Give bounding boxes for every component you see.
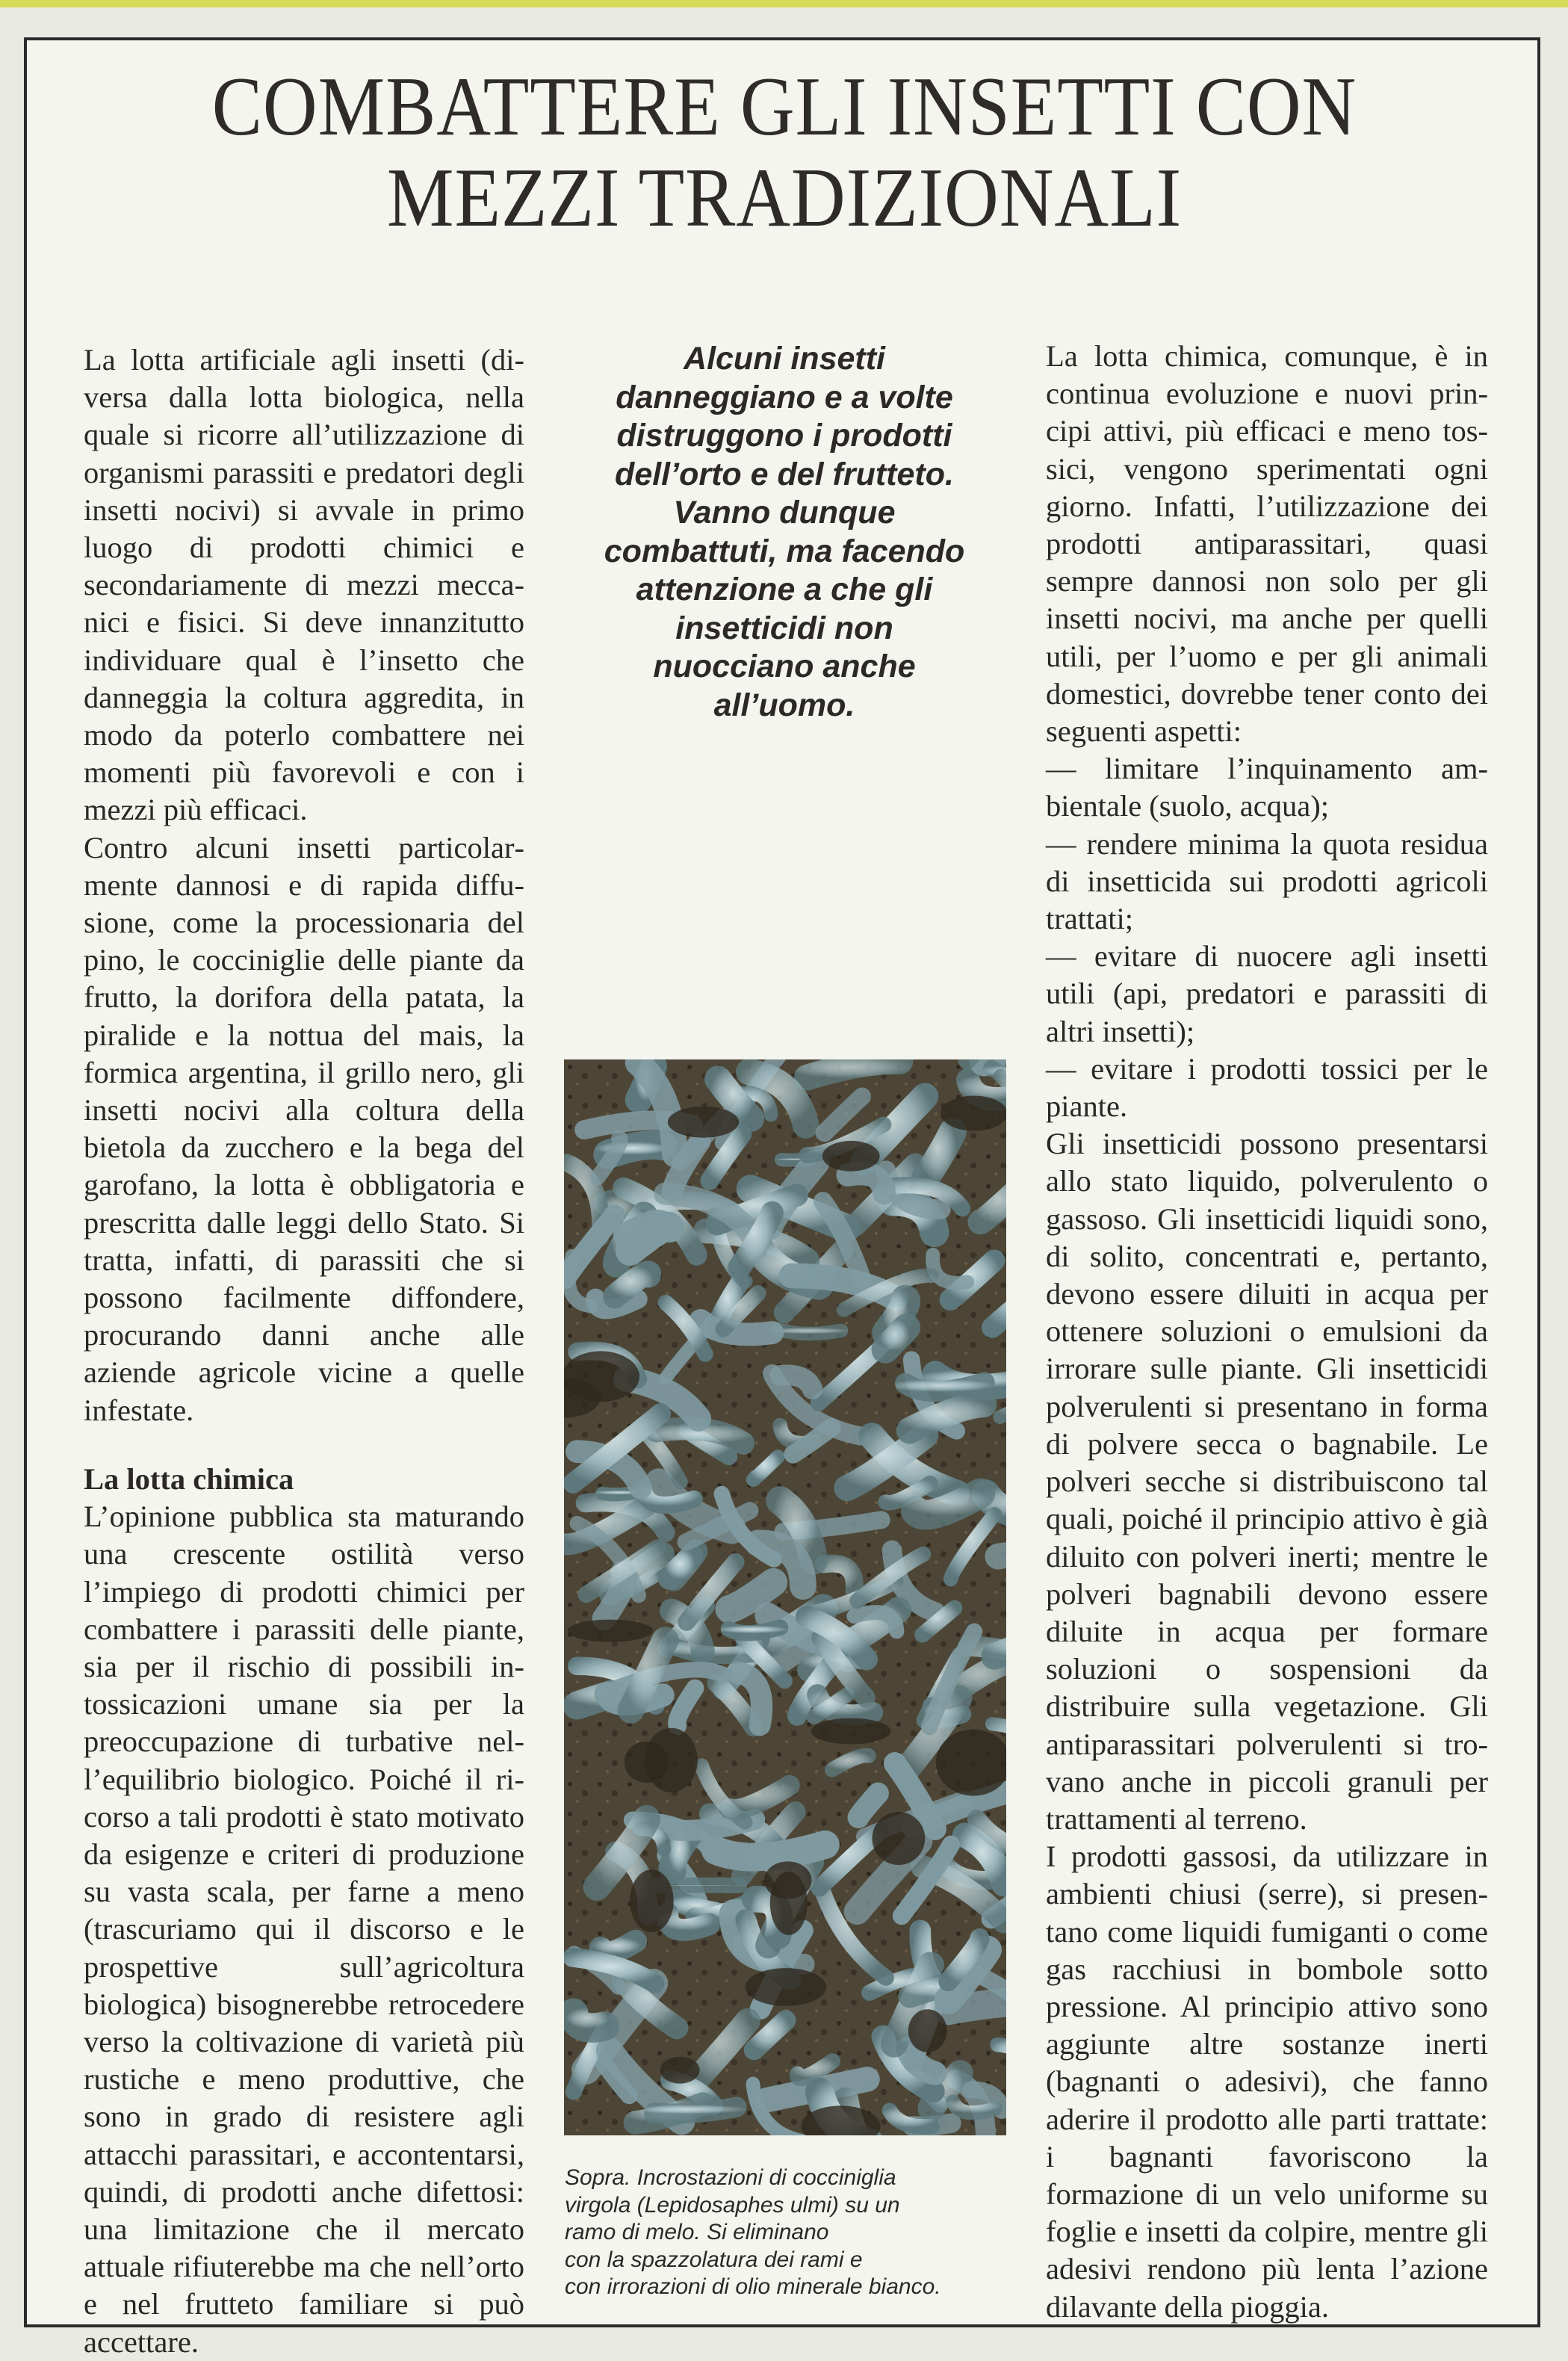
scale-shell <box>626 1222 665 1236</box>
scale-shell <box>669 1556 692 1578</box>
bark-gap <box>630 1869 674 1932</box>
text-column-right <box>1046 338 1488 2326</box>
lede-line: combattuti, ma facendo <box>604 533 965 569</box>
bark-gap <box>908 2009 947 2052</box>
list-item-residue: — rendere minima la quota residua di insetticida sui prodotti agricoli trattati; <box>1046 826 1488 936</box>
photo-caption <box>565 2164 1013 2301</box>
scale-shell <box>885 1328 907 1350</box>
text-column-left <box>84 341 524 2361</box>
scale-shell <box>716 1845 825 1857</box>
photo-illustration <box>564 1059 1006 2135</box>
bark-gap <box>764 1861 812 1899</box>
lede-line: Alcuni insetti <box>684 341 885 377</box>
article-lede <box>564 340 1005 725</box>
paragraph-evolution: La lotta chimica, comunque, è in continua evoluzione e nuovi principi attivi, più efficaci e meno tossici, vengono sperimentati ogni giorno. Infatti, l’utilizzazione dei prodotti antiparassitari, quasi sempre dannosi non solo per gli insetti nocivi, ma anche per quelli utili, per l’uomo e per gli animali domestici, dovrebbe tener conto dei seguenti aspetti: <box>1046 339 1488 749</box>
lede-line: distruggono i prodotti <box>616 418 952 454</box>
caption-line: ramo di melo. Si eliminano <box>565 2220 829 2244</box>
list-item-useful-insects: — evitare di nuocere agli insetti utili (api, predatori e parassiti di altri insetti); <box>1046 939 1488 1048</box>
bark-gap <box>941 1096 1006 1131</box>
lede-line: insetticidi non <box>675 610 893 646</box>
bark-gap <box>873 1812 926 1865</box>
paragraph-insecticide-forms: Gli insetticidi possono presentarsi allo stato liquido, polverulento o gassoso. Gli insetticidi liquidi sono, di solito, concentrati e, pertanto, devono essere diluiti in acqua per ottenere soluzioni o emulsioni da irrorare sulle piante. Gli insetticidi polverulenti si presentano in forma di polvere secca o bagnabile. Le polveri secche si distribuiscono tal quali, poiché il principio attivo è già diluito con polveri inerti; mentre le polveri bagnabili devono essere diluite in acqua per formare soluzioni o sospensioni da distribuire sulla vegetazione. Gli antiparassitari polverulenti si trovano anche in piccoli granuli per trattamenti al terreno. <box>1046 1127 1488 1836</box>
scale-shell <box>574 2013 605 2028</box>
lede-line: attenzione a che gli <box>636 572 933 607</box>
paragraph-public-opinion: L’opinione pubblica sta maturando una crescente ostilità verso l’impiego di prodotti chimici per combattere i parassiti delle piante, sia per il rischio di possibili intossicazioni umane sia per la preoccupazione di turbative nell’equilibrio biologico. Poiché il ricorso a tali prodotti è stato motivato da esigenze e criteri di produzione su vasta scala, per farne a meno (trascuriamo qui il discorso e le prospettive sull’agricoltura biologica) bisognerebbe retrocedere verso la coltivazione di varietà più rustiche e meno produttive, che sono in grado di resistere agli attacchi parassitari, e accontentarsi, quindi, di prodotti anche difettosi: una limitazione che il mercato attuale rifiuterebbe ma che nell’orto e nel frutteto familiare si può accettare. <box>84 1500 524 2359</box>
lede-line: all’uomo. <box>713 687 855 723</box>
scale-shell <box>905 1382 985 1391</box>
lede-line: Vanno dunque <box>673 495 896 530</box>
scale-shell <box>728 1627 780 1633</box>
title-line-2: MEZZI TRADIZIONALI <box>386 152 1183 244</box>
bark-gap <box>822 1141 880 1172</box>
bark-gap <box>811 1718 891 1745</box>
top-color-band <box>0 0 1568 7</box>
lede-line: danneggiano e a volte <box>616 379 953 415</box>
scale-shell <box>949 2001 1007 2011</box>
bark-gap <box>668 1107 739 1138</box>
scale-shell <box>778 1329 841 1334</box>
caption-line: con la spazzolatura dei rami e <box>565 2247 863 2272</box>
paragraph-intro: La lotta artificiale agli insetti (diversa dalla lotta biologica, nella quale si ricorre all’utilizzazione di organismi parassiti e predatori degli insetti nocivi) si avvale in primo luogo di prodotti chimici e secondariamente di mezzi meccanici e fisici. Si deve innanzitutto individuare qual è l’insetto che danneggia la coltura aggredita, in modo da poterlo combattere nei momenti più favorevoli e con i mezzi più efficaci. <box>84 343 524 827</box>
paragraph-gaseous-products: I prodotti gassosi, da utilizzare in ambienti chiusi (serre), si presentano come liquidi fumiganti o come gas racchiusi in bombole sotto pressione. Al principio attivo sono aggiunte altre sostanze inerti (bagnanti o adesivi), che fanno aderire il prodotto alle parti trattate: i bagnanti favoriscono la formazione di un velo uniforme su foglie e insetti da colpire, mentre gli adesivi rendono più lenta l’azione dilavante della pioggia. <box>1046 1839 1488 2324</box>
bark-gap <box>568 1620 654 1642</box>
caption-line: Sopra. Incrostazioni di cocciniglia <box>565 2165 896 2190</box>
section-heading-chemical: La lotta chimica <box>84 1461 294 1496</box>
bark-gap <box>564 1351 639 1402</box>
scale-shell <box>601 1941 636 1954</box>
list-item-pollution: — limitare l’inquinamento ambientale (suolo, acqua); <box>1046 752 1488 823</box>
title-line-1: COMBATTERE GLI INSETTI CON <box>211 61 1357 153</box>
bark-gap <box>746 1968 826 2006</box>
scale-shell <box>654 2107 737 2114</box>
bark-gap <box>625 1742 669 1783</box>
caption-line: con irrorazioni di olio minerale bianco. <box>565 2274 941 2299</box>
caption-line: virgola (Lepidosaphes ulmi) su un <box>565 2192 900 2218</box>
lede-line: nuocciano anche <box>653 649 916 684</box>
paragraph-mandatory-control: Contro alcuni insetti particolarmente dannosi e di rapida diffusione, come la processionaria del pino, le cocciniglie delle piante da frutto, la dorifora della patata, la piralide e la nottua del mais, la formica argentina, il grillo nero, gli insetti nocivi alla coltura della bietola da zucchero e la bega del garofano, la lotta è obbligatoria e prescritta dalle leggi dello Stato. Si tratta, infatti, di parassiti che si possono facilmente diffondere, procurando danni anche alle aziende agricole vicine a quelle infestate. <box>84 830 524 1427</box>
lede-line: dell’orto e del frutteto. <box>615 456 954 492</box>
article-title <box>119 61 1450 244</box>
bark-gap <box>660 2057 700 2084</box>
scale-insect-photo <box>564 1059 1006 2135</box>
list-item-plant-toxicity: — evitare i prodotti tossici per le piante. <box>1046 1051 1488 1124</box>
